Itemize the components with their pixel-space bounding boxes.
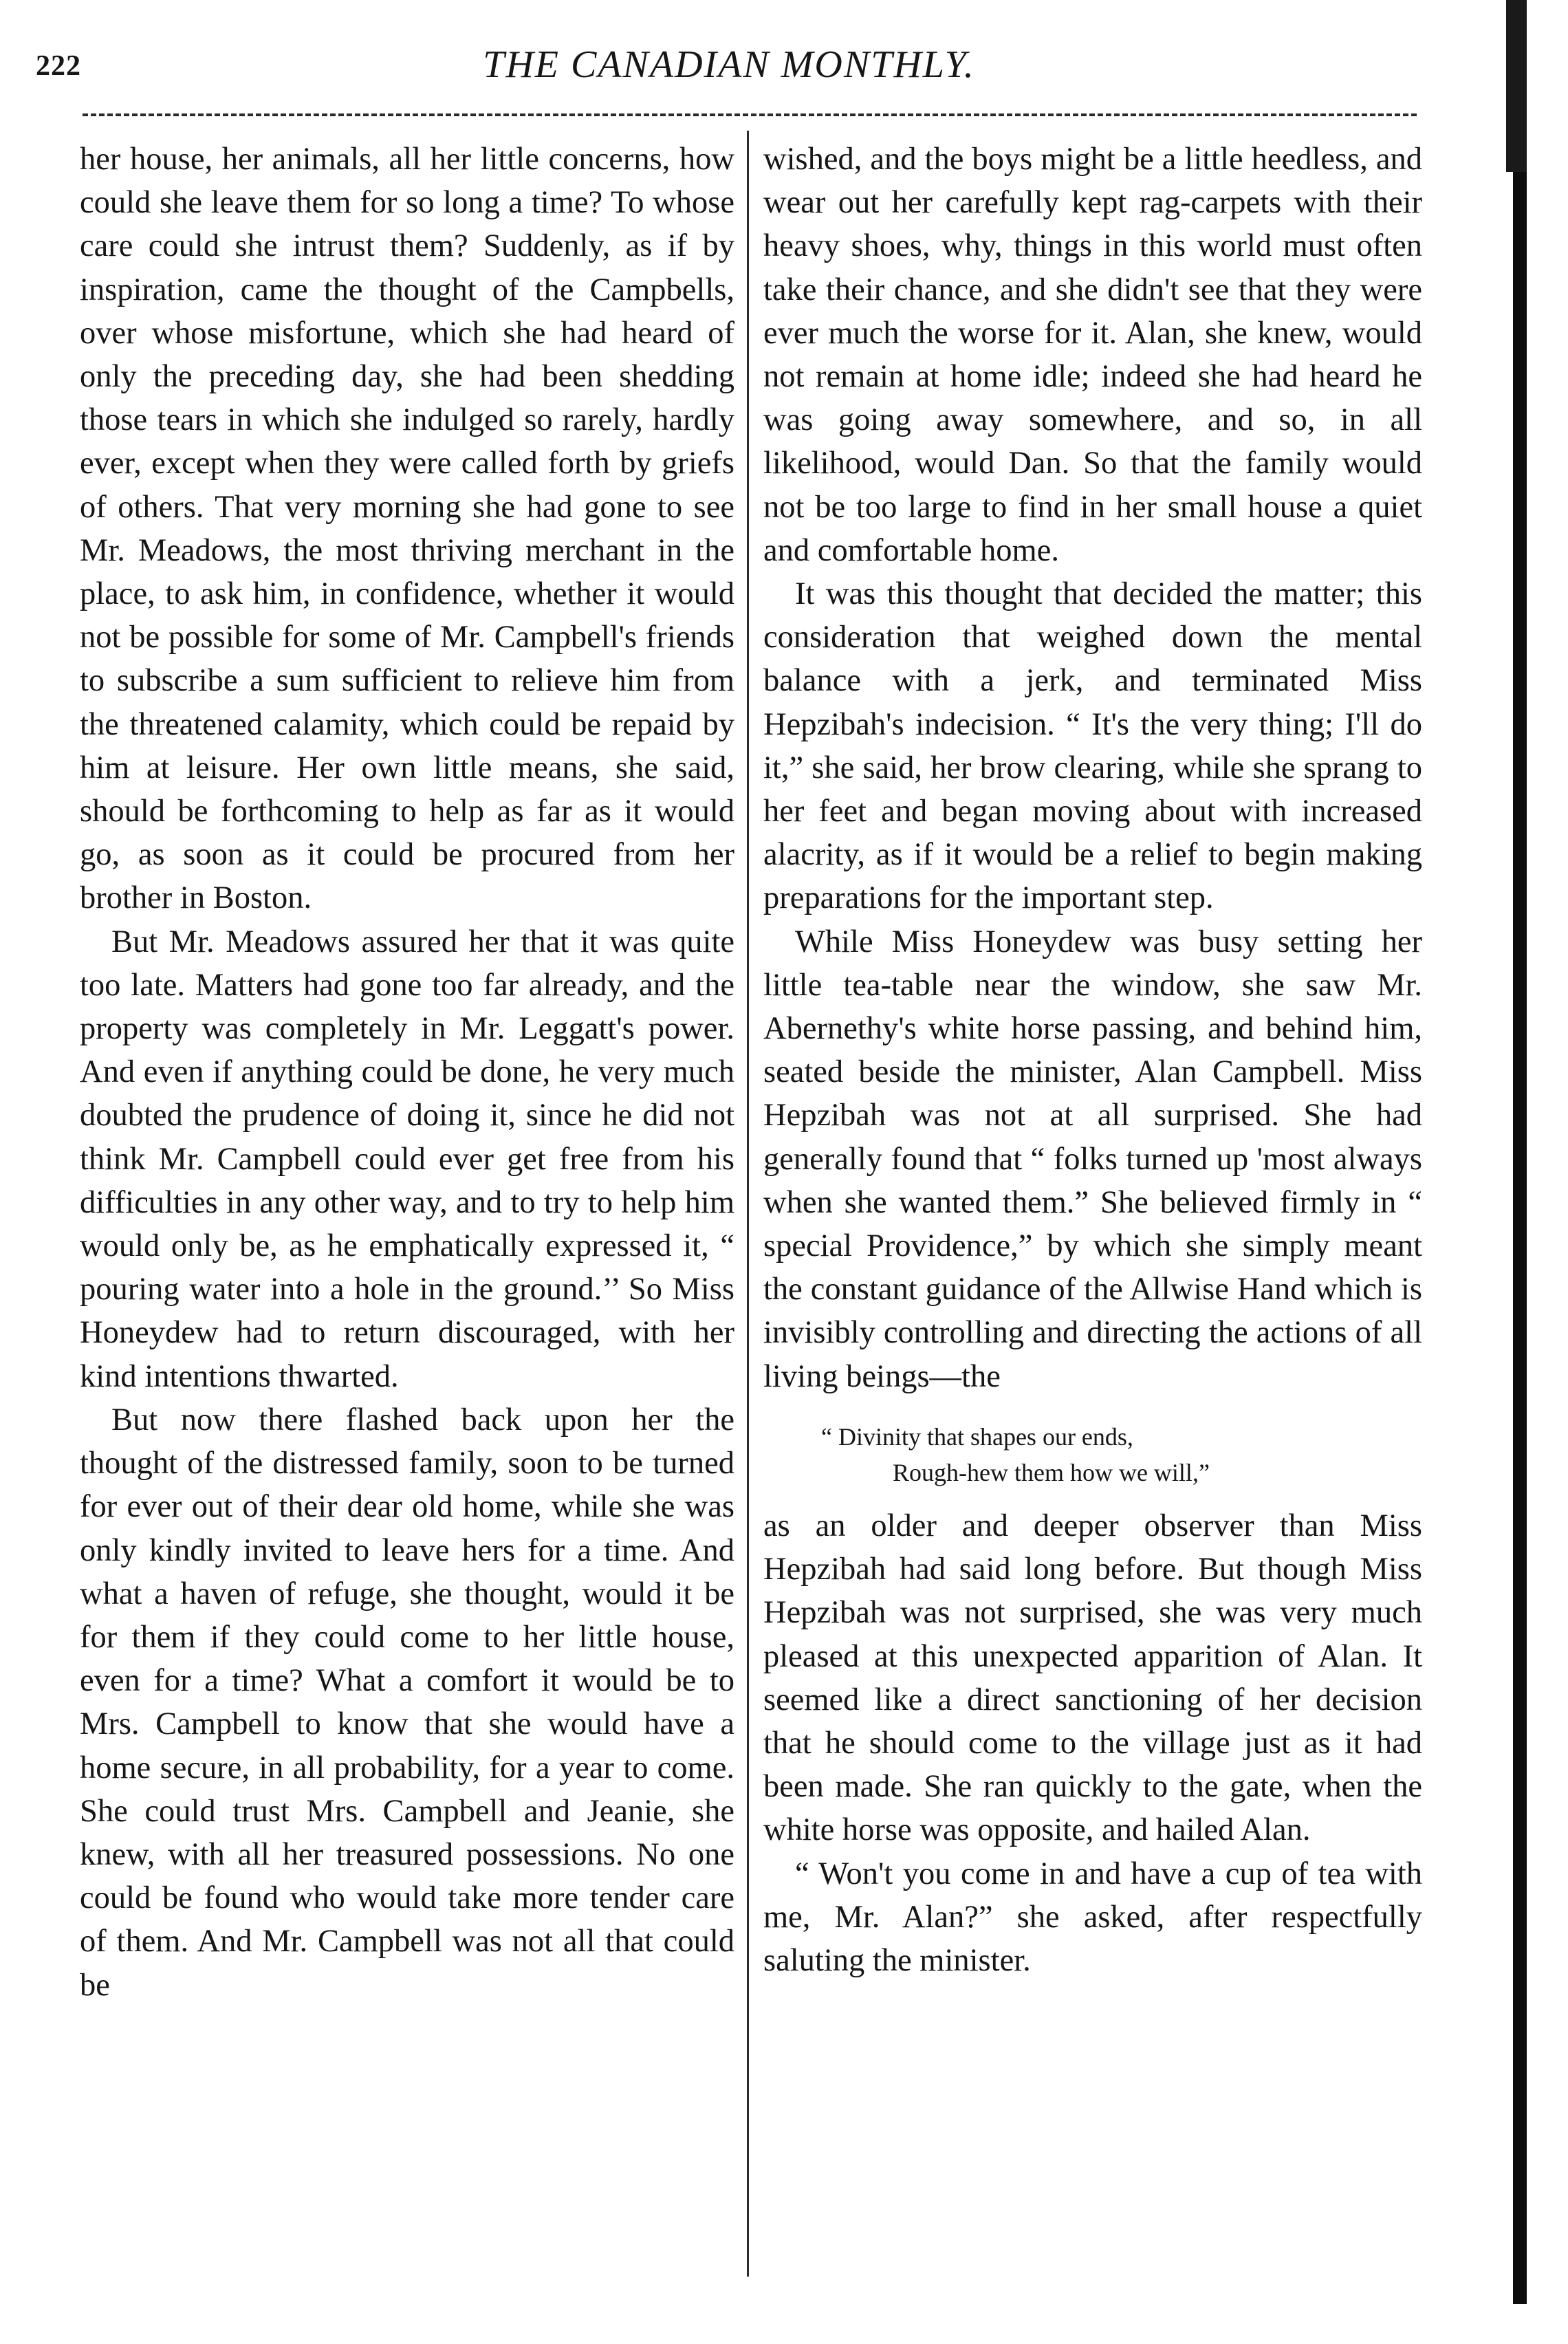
- left-paragraph-2: But Mr. Meadows assured her that it was quite too late. Matters had gone too far already, and the property was completely in Mr. Leggatt's power. And even if anything could be done, he very much doubted the prudence of doing it, since he did not think Mr. Campbell could ever get free from his difficulties in any other way, and to try to help him would only be, as he emphatically expressed it, “ pouring water into a hole in the ground.’’ So Miss Honeydew had to return discouraged, with her kind intentions thwarted.: [80, 924, 734, 1394]
- right-paragraph-5: “ Won't you come in and have a cup of tea with me, Mr. Alan?” she asked, after respectfully saluting the minister.: [763, 1856, 1422, 1978]
- scan-edge-bar: [1513, 34, 1527, 2304]
- right-paragraph-4: as an older and deeper observer than Miss Hepzibah had said long before. But though Miss Hepzibah was not surprised, she was very much pleased at this unexpected apparition of Alan. It seemed like a direct sanctioning of her decision that he should come to the village just as it had been made. She ran quickly to the gate, when the white horse was opposite, and hailed Alan.: [763, 1508, 1422, 1848]
- scan-edge-bar-top: [1506, 0, 1527, 172]
- column-divider: [747, 131, 749, 2277]
- left-paragraph-1: her house, her animals, all her little concerns, how could she leave them for so long a time? To whose care could she intrust them? Suddenly, as if by inspiration, came the thought of the Campbells, over whose misfortune, which she had heard of only the preceding day, she had been shedding those tears in which she indulged so rarely, hardly ever, except when they were called forth by griefs of others. That very morning she had gone to see Mr. Meadows, the most thriving merchant in the place, to ask him, in confidence, whether it would not be possible for some of Mr. Campbell's friends to subscribe a sum sufficient to relieve him from the threatened calamity, which could be repaid by him at leisure. Her own little means, she said, should be forthcoming to help as far as it would go, as soon as it could be procured from her brother in Boston.: [80, 142, 734, 916]
- left-column: [80, 138, 734, 2007]
- right-column: [763, 138, 1422, 1982]
- page-number: 222: [36, 50, 81, 82]
- running-title: THE CANADIAN MONTHLY.: [483, 43, 975, 86]
- right-paragraph-1: wished, and the boys might be a little heedless, and wear out her carefully kept rag-carpets with their heavy shoes, why, things in this world must often take their chance, and she didn't see that they were ever much the worse for it. Alan, she knew, would not remain at home idle; indeed she had heard he was going away somewhere, and so, in all likelihood, would Dan. So that the family would not be too large to find in her small house a quiet and comfortable home.: [763, 142, 1422, 568]
- left-paragraph-3: But now there flashed back upon her the thought of the distressed family, soon to be turned for ever out of their dear old home, while she was only kindly invited to leave hers for a time. And what a haven of refuge, she thought, would it be for them if they could come to her little house, even for a time? What a comfort it would be to Mrs. Campbell to know that she would have a home secure, in all probability, for a year to come. She could trust Mrs. Campbell and Jeanie, she knew, with all her treasured possessions. No one could be found who would take more tender care of them. And Mr. Campbell was not all that could be: [80, 1402, 734, 2003]
- poem-quote: [763, 1419, 1422, 1490]
- right-paragraph-2: It was this thought that decided the matter; this consideration that weighed down the mental balance with a jerk, and terminated Miss Hepzibah's indecision. “ It's the very thing; I'll do it,” she said, her brow clearing, while she sprang to her feet and began moving about with increased alacrity, as if it would be a relief to begin making preparations for the important step.: [763, 576, 1422, 916]
- poem-line-1: “ Divinity that shapes our ends,: [821, 1422, 1133, 1451]
- header-rule: [83, 113, 1417, 116]
- poem-line-2: Rough-hew them how we will,”: [893, 1458, 1210, 1486]
- right-paragraph-3: While Miss Honeydew was busy setting her little tea-table near the window, she saw Mr. Abernethy's white horse passing, and behind him, seated beside the minister, Alan Campbell. Miss Hepzibah was not at all surprised. She had generally found that “ folks turned up 'most always when she wanted them.” She believed firmly in “ special Providence,” by which she simply meant the constant guidance of the Allwise Hand which is invisibly controlling and directing the actions of all living beings—the: [763, 924, 1422, 1394]
